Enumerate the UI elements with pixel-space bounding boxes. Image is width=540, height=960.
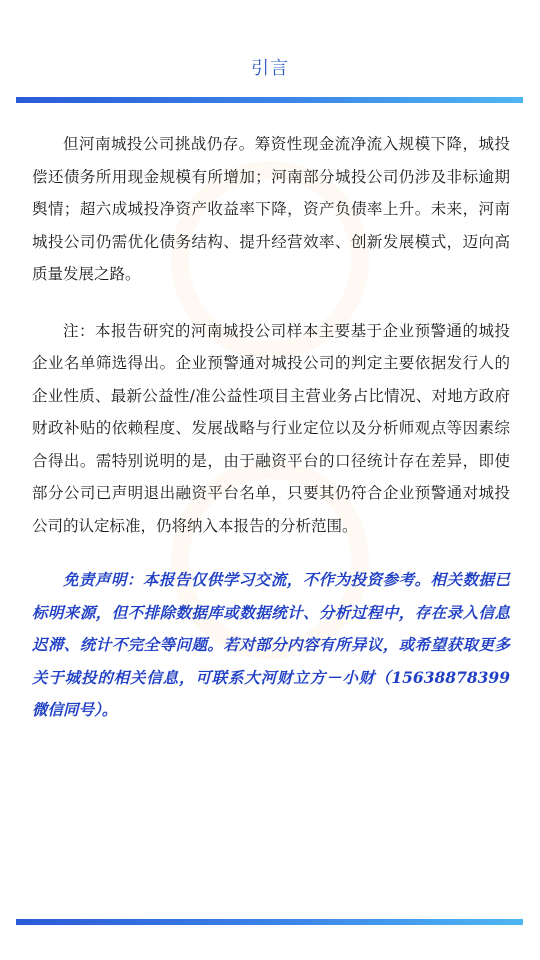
- disclaimer-paragraph: 免责声明：本报告仅供学习交流，不作为投资参考。相关数据已标明来源，但不排除数据库或数据统计、分析过程中，存在录入信息迟滞、统计不完全等问题。若对部分内容有所异议，或希望获取更多关于城投的相关信息，可联系大河财立方－小财（15638878399 微信同号）。: [32, 570, 510, 719]
- top-divider: [16, 97, 523, 103]
- note-paragraph: 注：本报告研究的河南城投公司样本主要基于企业预警通的城投企业名单筛选得出。企业预警通对城投公司的判定主要依据发行人的企业性质、最新公益性/准公益性项目主营业务占比情况、对地方政府财政补贴的依赖程度、发展战略与行业定位以及分析师观点等因素综合得出。需特别说明的是，由于融资平台的口径统计存在差异，即使部分公司已声明退出融资平台名单，只要其仍符合企业预警通对城投公司的认定标准，仍将纳入本报告的分析范围。: [32, 321, 510, 535]
- bottom-divider: [16, 919, 523, 925]
- main-content: [32, 128, 510, 727]
- intro-paragraph: 但河南城投公司挑战仍存。筹资性现金流净流入规模下降，城投偿还债务所用现金规模有所增加；河南部分城投公司仍涉及非标逾期舆情；超六成城投净资产收益率下降，资产负债率上升。未来，河南城投公司仍需优化债务结构、提升经营效率、创新发展模式，迈向高质量发展之路。: [32, 135, 510, 283]
- page-title: 引言: [251, 58, 289, 79]
